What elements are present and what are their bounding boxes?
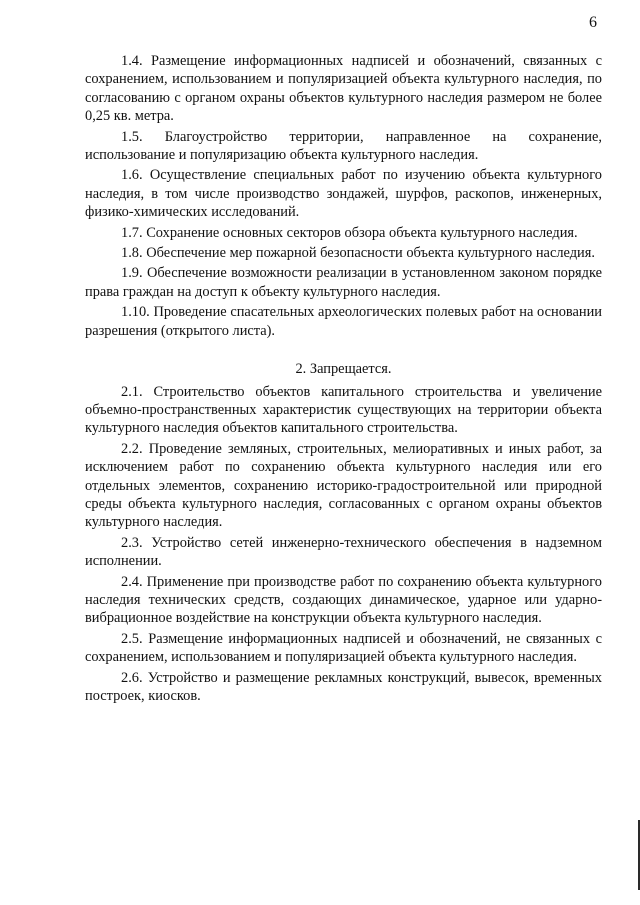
list-item xyxy=(85,630,602,667)
item-text: Устройство и размещение рекламных конструкций, вывесок, временных построек, киосков. xyxy=(85,669,602,704)
item-number: 1.5. xyxy=(121,128,143,145)
item-number: 2.1. xyxy=(121,383,143,400)
item-text: Устройство сетей инженерно-технического обеспечения в надземном исполнении. xyxy=(85,534,602,570)
item-text: Применение при производстве работ по сохранению объекта культурного наследия технических средств, создающих динамическое, ударное или ударно-вибрационное воздействие на конструкции объекта культурного наследия. xyxy=(85,573,602,627)
section-heading: 2. Запрещается. xyxy=(295,361,392,378)
item-text: Обеспечение мер пожарной безопасности объекта культурного наследия. xyxy=(146,245,595,262)
list-item xyxy=(85,573,602,628)
item-number: 1.8. xyxy=(121,245,143,262)
item-number: 1.10. xyxy=(121,304,150,321)
list-item xyxy=(85,440,602,532)
list-item xyxy=(85,669,602,706)
item-number: 1.9. xyxy=(121,265,143,282)
item-number: 2.2. xyxy=(121,440,143,457)
list-item xyxy=(85,224,602,242)
item-text: Проведение земляных, строительных, мелиоративных и иных работ, за исключением работ по сохранению объекта культурного наследия или его отдельных элементов, сохранению историко-градостроительной или природной среды объекта культурного наследия, согласованных с органом охраны объектов культурного наследия. xyxy=(85,440,602,531)
item-number: 1.6. xyxy=(121,167,143,184)
list-item xyxy=(85,244,602,262)
document-body xyxy=(85,52,602,707)
item-text: Благоустройство территории, направленное на сохранение, использование и популяризацию объекта культурного наследия. xyxy=(85,128,602,164)
item-text: Строительство объектов капитального строительства и увеличение объемно-пространственных характеристик существующих на территории объекта культурного наследия объектов капитального строительства. xyxy=(85,383,602,437)
item-number: 2.4. xyxy=(121,573,143,590)
item-number: 1.4. xyxy=(121,53,143,69)
item-number: 2.6. xyxy=(121,669,143,686)
item-number: 2.5. xyxy=(121,630,143,647)
item-number: 2.3. xyxy=(121,534,143,551)
list-item xyxy=(85,534,602,571)
item-text: Обеспечение возможности реализации в установленном законом порядке права граждан на доступ к объекту культурного наследия. xyxy=(85,265,602,300)
item-text: Осуществление специальных работ по изучению объекта культурного наследия, в том числе производство зондажей, шурфов, раскопов, инженерных, физико-химических исследований. xyxy=(85,167,602,221)
item-text: Проведение спасательных археологических полевых работ на основании разрешения (открытого листа). xyxy=(85,304,602,339)
list-item xyxy=(85,383,602,438)
list-item xyxy=(85,128,602,165)
item-text: Размещение информационных надписей и обозначений, не связанных с сохранением, использованием и популяризацией объекта культурного наследия. xyxy=(85,630,602,666)
page-number: 6 xyxy=(589,14,597,31)
item-text: Размещение информационных надписей и обозначений, связанных с сохранением, использованием и популяризацией объекта культурного наследия, по согласованию с органом охраны объектов культурного наследия размером не более 0,25 кв. метра. xyxy=(85,53,602,125)
item-text: Сохранение основных секторов обзора объекта культурного наследия. xyxy=(146,224,578,241)
list-item xyxy=(85,52,602,126)
list-item xyxy=(85,166,602,221)
list-item xyxy=(85,264,602,301)
item-number: 1.7. xyxy=(121,224,143,241)
list-item xyxy=(85,303,602,340)
